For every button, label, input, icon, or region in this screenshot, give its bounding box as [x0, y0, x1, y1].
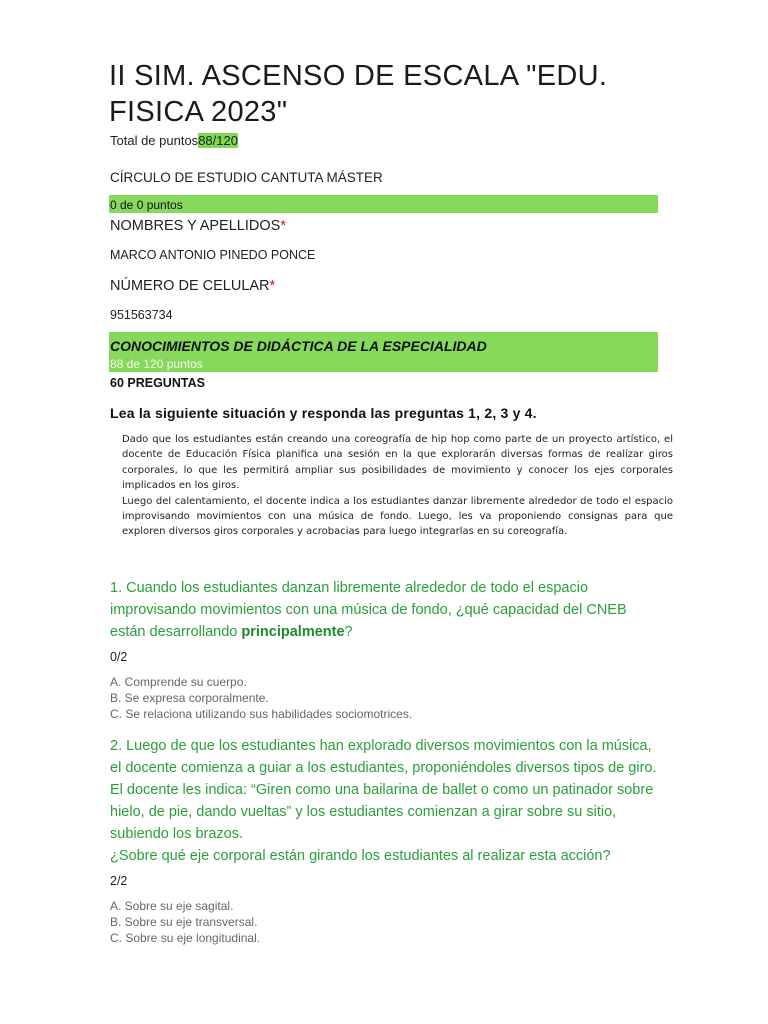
section-title: CONOCIMIENTOS DE DIDÁCTICA DE LA ESPECIALIDAD	[110, 338, 487, 354]
question-1-text	[110, 577, 650, 643]
question-2-text	[110, 735, 662, 867]
question-emphasis: principalmente	[241, 624, 345, 640]
study-circle-name: CÍRCULO DE ESTUDIO CANTUTA MÁSTER	[110, 170, 383, 185]
required-mark: *	[280, 218, 286, 234]
section-points: 0 de 0 puntos	[110, 198, 183, 212]
question-2-score: 2/2	[110, 874, 128, 888]
reading-passage	[122, 432, 673, 540]
answer-option: A. Sobre su eje sagital.	[110, 899, 234, 913]
required-mark: *	[269, 278, 276, 294]
total-score-value: 88/120	[198, 133, 238, 148]
answer-option: C. Sobre su eje longitudinal.	[110, 931, 261, 945]
total-score-label: Total de puntos	[110, 133, 199, 148]
question-prompt: ¿Sobre qué eje corporal están girando los estudiantes al realizar esta acción?	[110, 848, 611, 864]
questions-count: 60 PREGUNTAS	[110, 376, 205, 390]
page-title: II SIM. ASCENSO DE ESCALA "EDU. FISICA 2023"	[109, 60, 608, 128]
answer-option: B. Se expresa corporalmente.	[110, 691, 269, 705]
passage-paragraph: Luego del calentamiento, el docente indica a los estudiantes danzar libremente alrededor de todo el espacio improvisando movimientos con una música de fondo. Luego, les va proponiendo consignas para que exploren diversos giros corporales y acrobacias para luego integrarlas en su coreografía.	[122, 495, 673, 538]
name-field-label	[110, 218, 286, 234]
section-header-bar	[109, 332, 658, 372]
section-points-bar	[109, 195, 658, 213]
question-text: 1. Cuando los estudiantes danzan libremente alrededor de todo el espacio improvisando movimientos con una música de fondo, ¿qué capacidad del CNEB están desarrollando	[110, 580, 627, 640]
question-2-options	[110, 898, 260, 946]
question-text-end: ?	[344, 624, 353, 640]
phone-field-label	[110, 278, 275, 294]
total-score	[110, 133, 238, 148]
section-points: 88 de 120 puntos	[110, 357, 203, 371]
passage-paragraph: Dado que los estudiantes están creando una coreografía de hip hop como parte de un proyecto artístico, el docente de Educación Física planifica una sesión en la que explorarán diversas formas de realizar giros corporales, lo que les permitirá ampliar sus posibilidades de movimiento y conocer los ejes corporales implicados en los giros.	[122, 434, 673, 492]
question-1-options	[110, 674, 412, 722]
phone-field-value: 951563734	[110, 308, 173, 322]
name-field-value: MARCO ANTONIO PINEDO PONCE	[110, 248, 316, 262]
name-field-label-text: NOMBRES Y APELLIDOS	[110, 218, 281, 234]
answer-option: B. Sobre su eje transversal.	[110, 915, 258, 929]
answer-option: A. Comprende su cuerpo.	[110, 675, 247, 689]
question-1-score: 0/2	[110, 650, 128, 664]
answer-option: C. Se relaciona utilizando sus habilidades sociomotrices.	[110, 707, 413, 721]
instruction-text: Lea la siguiente situación y responda las preguntas 1, 2, 3 y 4.	[110, 405, 537, 421]
phone-field-label-text: NÚMERO DE CELULAR	[110, 278, 270, 294]
question-text: 2. Luego de que los estudiantes han explorado diversos movimientos con la música, el docente comienza a guiar a los estudiantes, proponiéndoles diversos tipos de giro. El docente les indica: “Giren como una bailarina de ballet o como un patinador sobre hielo, de pie, dando vueltas” y los estudiantes comienzan a girar sobre su sitio, subiendo los brazos.	[110, 738, 657, 842]
